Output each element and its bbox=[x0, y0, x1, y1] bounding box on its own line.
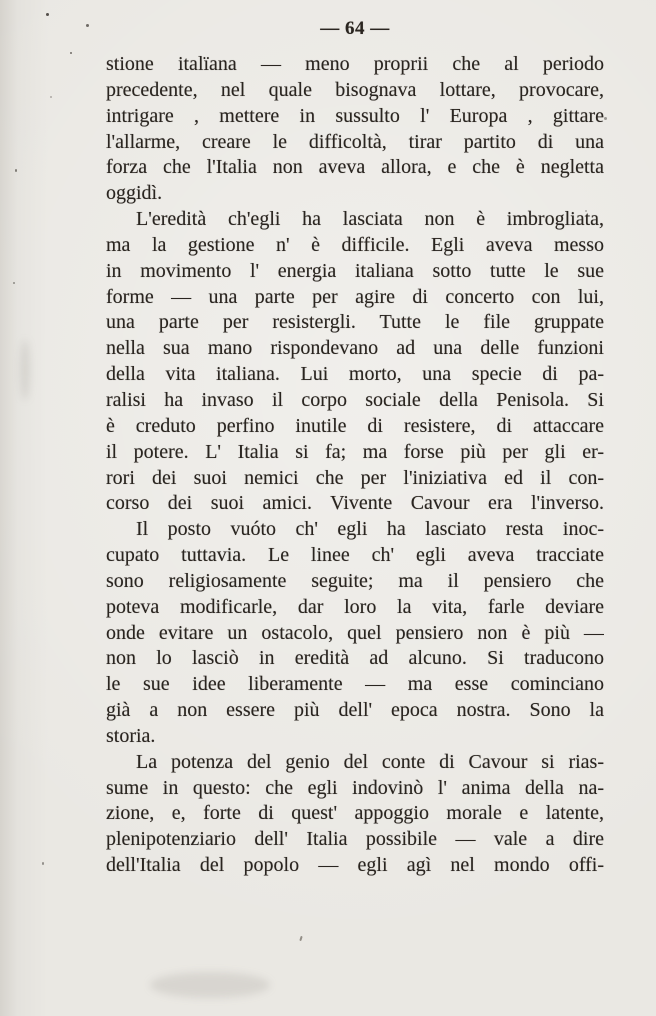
text-line: sume in questo: che egli indovinò l' anima della na- bbox=[106, 776, 604, 799]
scan-speck bbox=[15, 169, 17, 172]
scan-speck bbox=[585, 210, 587, 212]
page-number: — 64 — bbox=[320, 18, 390, 39]
text-line: l'allarme, creare le difficoltà, tirar partito di una bbox=[106, 130, 604, 153]
scan-speck bbox=[13, 282, 15, 284]
text-line: le sue idee liberamente — ma esse cominciano bbox=[106, 673, 604, 696]
text-line: onde evitare un ostacolo, quel pensiero non è più — bbox=[106, 621, 604, 644]
text-line: dell'Italia del popolo — egli agì nel mondo offi- bbox=[106, 854, 604, 877]
text-line: plenipotenziario dell' Italia possibile — vale a dire bbox=[106, 828, 604, 851]
paragraph bbox=[106, 207, 604, 517]
paragraph bbox=[106, 750, 604, 879]
scan-smudge bbox=[20, 340, 30, 400]
text-line: poteva modificarle, dar loro la vita, farle deviare bbox=[106, 595, 604, 618]
text-line: intrigare , mettere in sussulto l' Europa , gittare bbox=[106, 104, 604, 127]
text-line: in movimento l' energia italiana sotto tutte le sue bbox=[106, 259, 604, 282]
text-line: il potere. L' Italia si fa; ma forse più per gli er- bbox=[106, 440, 604, 463]
text-line: stione italïana — meno proprii che al periodo bbox=[106, 53, 604, 75]
text-line: non lo lasciò in eredità ad alcuno. Si traducono bbox=[106, 647, 604, 670]
scan-speck bbox=[604, 117, 607, 120]
scan-speck bbox=[42, 862, 44, 865]
page-body bbox=[106, 52, 604, 879]
text-line: La potenza del genio del conte di Cavour si rias- bbox=[136, 750, 604, 773]
text-line: cupato tuttavia. Le linee ch' egli aveva tracciate bbox=[106, 544, 604, 567]
text-line: oggidì. bbox=[106, 182, 163, 205]
text-line: è creduto perfino inutile di resistere, di attaccare bbox=[106, 414, 604, 437]
text-line: precedente, nel quale bisognava lottare, provocare, bbox=[106, 78, 604, 101]
text-line: una parte per resistergli. Tutte le file gruppate bbox=[106, 311, 604, 334]
text-line: Il posto vuóto ch' egli ha lasciato resta inoc- bbox=[136, 518, 604, 541]
text-line: nella sua mano rispondevano ad una delle funzioni bbox=[106, 337, 604, 360]
scan-speck bbox=[299, 936, 302, 941]
text-line: corso dei suoi amici. Vivente Cavour era l'inverso. bbox=[106, 492, 604, 515]
scan-smudge bbox=[150, 972, 270, 998]
scan-speck bbox=[50, 96, 52, 98]
text-line: ma la gestione n' è difficile. Egli aveva messo bbox=[106, 233, 604, 256]
paragraph bbox=[106, 52, 604, 207]
paragraph bbox=[106, 517, 604, 750]
text-line: ralisi ha invaso il corpo sociale della Penisola. Si bbox=[106, 388, 604, 411]
text-line: zione, e, forte di quest' appoggio morale e latente, bbox=[106, 802, 604, 825]
text-line: forza che l'Italia non aveva allora, e che è negletta bbox=[106, 156, 604, 179]
text-line: della vita italiana. Lui morto, una specie di pa- bbox=[106, 363, 604, 386]
text-line: storia. bbox=[106, 724, 156, 747]
text-line: sono religiosamente seguite; ma il pensiero che bbox=[106, 569, 604, 592]
text-line: L'eredità ch'egli ha lasciata non è imbrogliata, bbox=[136, 208, 604, 231]
text-line: già a non essere più dell' epoca nostra. Sono la bbox=[106, 699, 604, 722]
text-line: rori dei suoi nemici che per l'iniziativa ed il con- bbox=[106, 466, 604, 489]
scan-speck bbox=[86, 24, 89, 27]
scan-speck bbox=[46, 13, 49, 16]
text-line: forme — una parte per agire di concerto con lui, bbox=[106, 285, 604, 308]
scan-speck bbox=[70, 52, 72, 54]
